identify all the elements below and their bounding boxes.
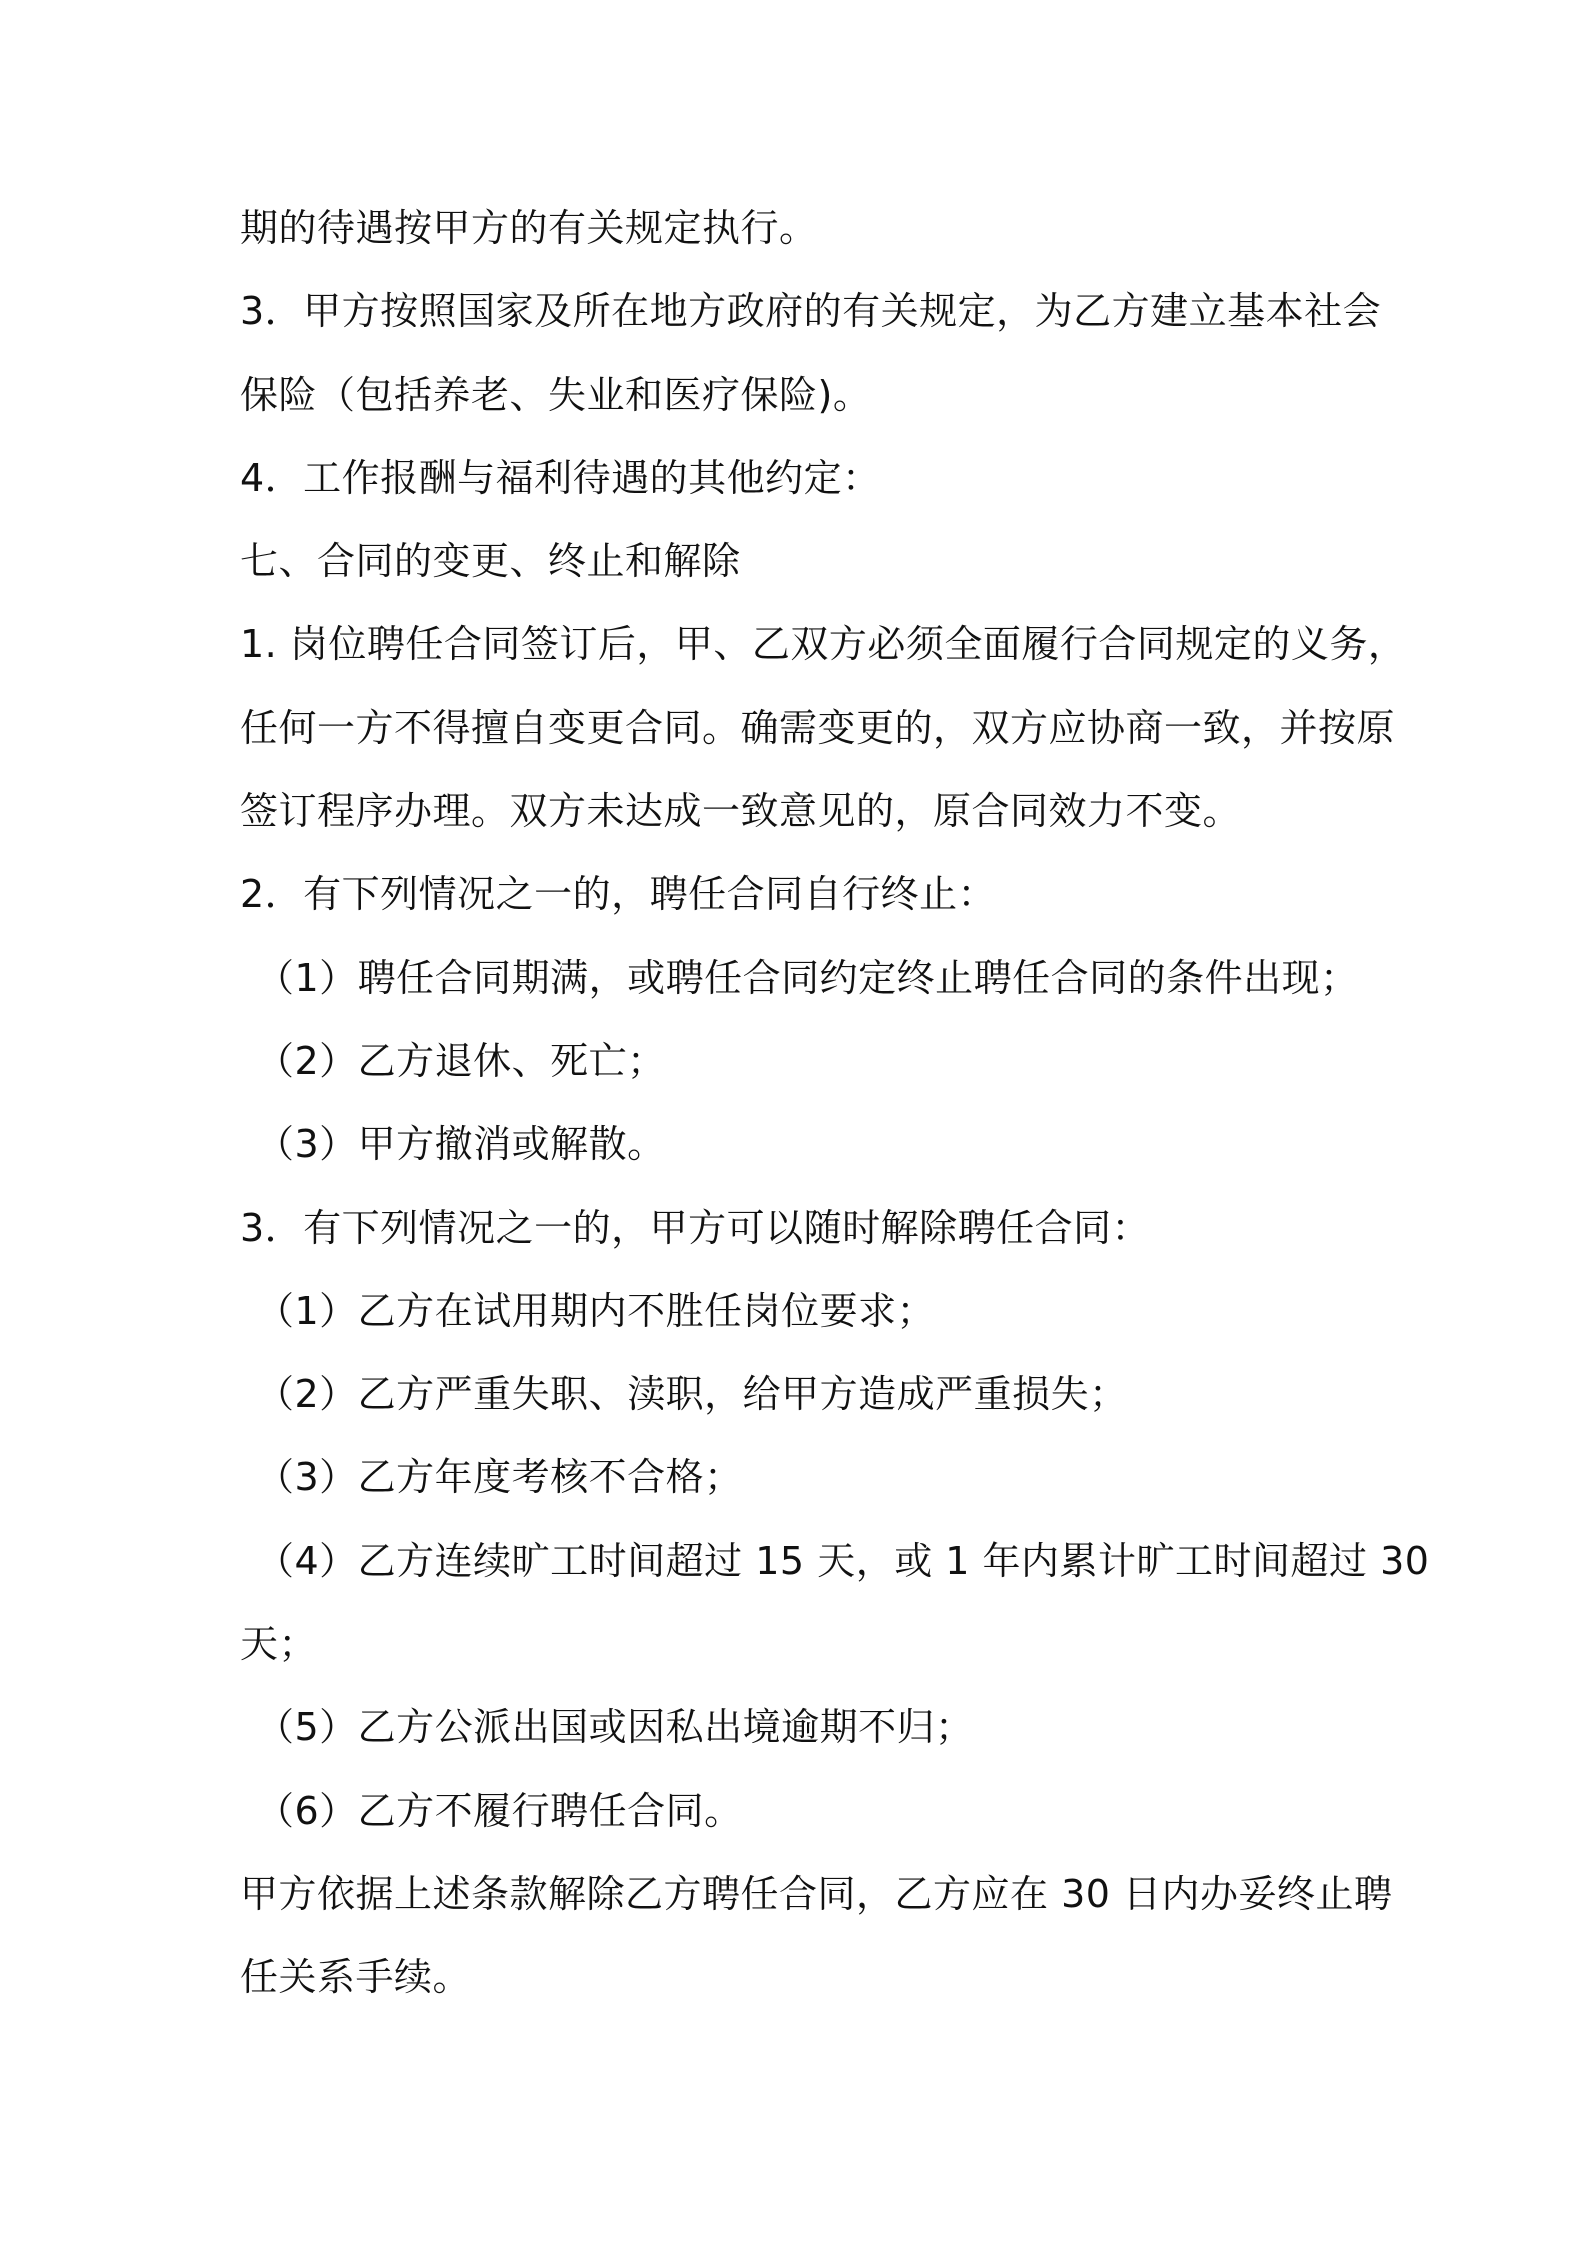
dismissal-item-5: （5）乙方公派出国或因私出境逾期不归；	[256, 1705, 974, 1750]
clause-4-other-agreements: 4．工作报酬与福利待遇的其他约定：	[240, 455, 881, 500]
text-line-continuation: 期的待遇按甲方的有关规定执行。	[240, 206, 818, 250]
dismissal-procedure-cont: 任关系手续。	[240, 1955, 472, 2000]
document-body	[240, 198, 1430, 2031]
clause-1-obligations-cont2: 签订程序办理。双方未达成一致意见的，原合同效力不变。	[240, 789, 1242, 834]
dismissal-item-2: （2）乙方严重失职、渎职，给甲方造成严重损失；	[256, 1372, 1128, 1417]
dismissal-item-1: （1）乙方在试用期内不胜任岗位要求；	[256, 1288, 936, 1333]
clause-1-obligations: 1. 岗位聘任合同签订后，甲、乙双方必须全面履行合同规定的义务，	[240, 622, 1407, 667]
dismissal-item-4: （4）乙方连续旷工时间超过 15 天，或 1 年内累计旷工时间超过 30	[256, 1538, 1430, 1583]
dismissal-procedure: 甲方依据上述条款解除乙方聘任合同，乙方应在 30 日内办妥终止聘	[240, 1871, 1393, 1916]
clause-2-termination-heading: 2．有下列情况之一的，聘任合同自行终止：	[240, 872, 997, 917]
clause-3-social-insurance: 3．甲方按照国家及所在地方政府的有关规定，为乙方建立基本社会	[240, 289, 1382, 334]
dismissal-item-6: （6）乙方不履行聘任合同。	[256, 1788, 743, 1833]
dismissal-item-4-cont: 天；	[240, 1622, 318, 1667]
clause-3-social-insurance-cont: 保险（包括养老、失业和医疗保险)。	[240, 372, 872, 417]
clause-3-dismissal-heading: 3．有下列情况之一的，甲方可以随时解除聘任合同：	[240, 1205, 1151, 1250]
section-7-heading: 七、合同的变更、终止和解除	[240, 539, 741, 584]
clause-1-obligations-cont: 任何一方不得擅自变更合同。确需变更的，双方应协商一致，并按原	[240, 705, 1396, 750]
dismissal-item-3: （3）乙方年度考核不合格；	[256, 1455, 743, 1500]
termination-item-2: （2）乙方退休、死亡；	[256, 1038, 666, 1083]
termination-item-3: （3）甲方撤消或解散。	[256, 1122, 666, 1167]
termination-item-1: （1）聘任合同期满，或聘任合同约定终止聘任合同的条件出现；	[256, 955, 1359, 1000]
